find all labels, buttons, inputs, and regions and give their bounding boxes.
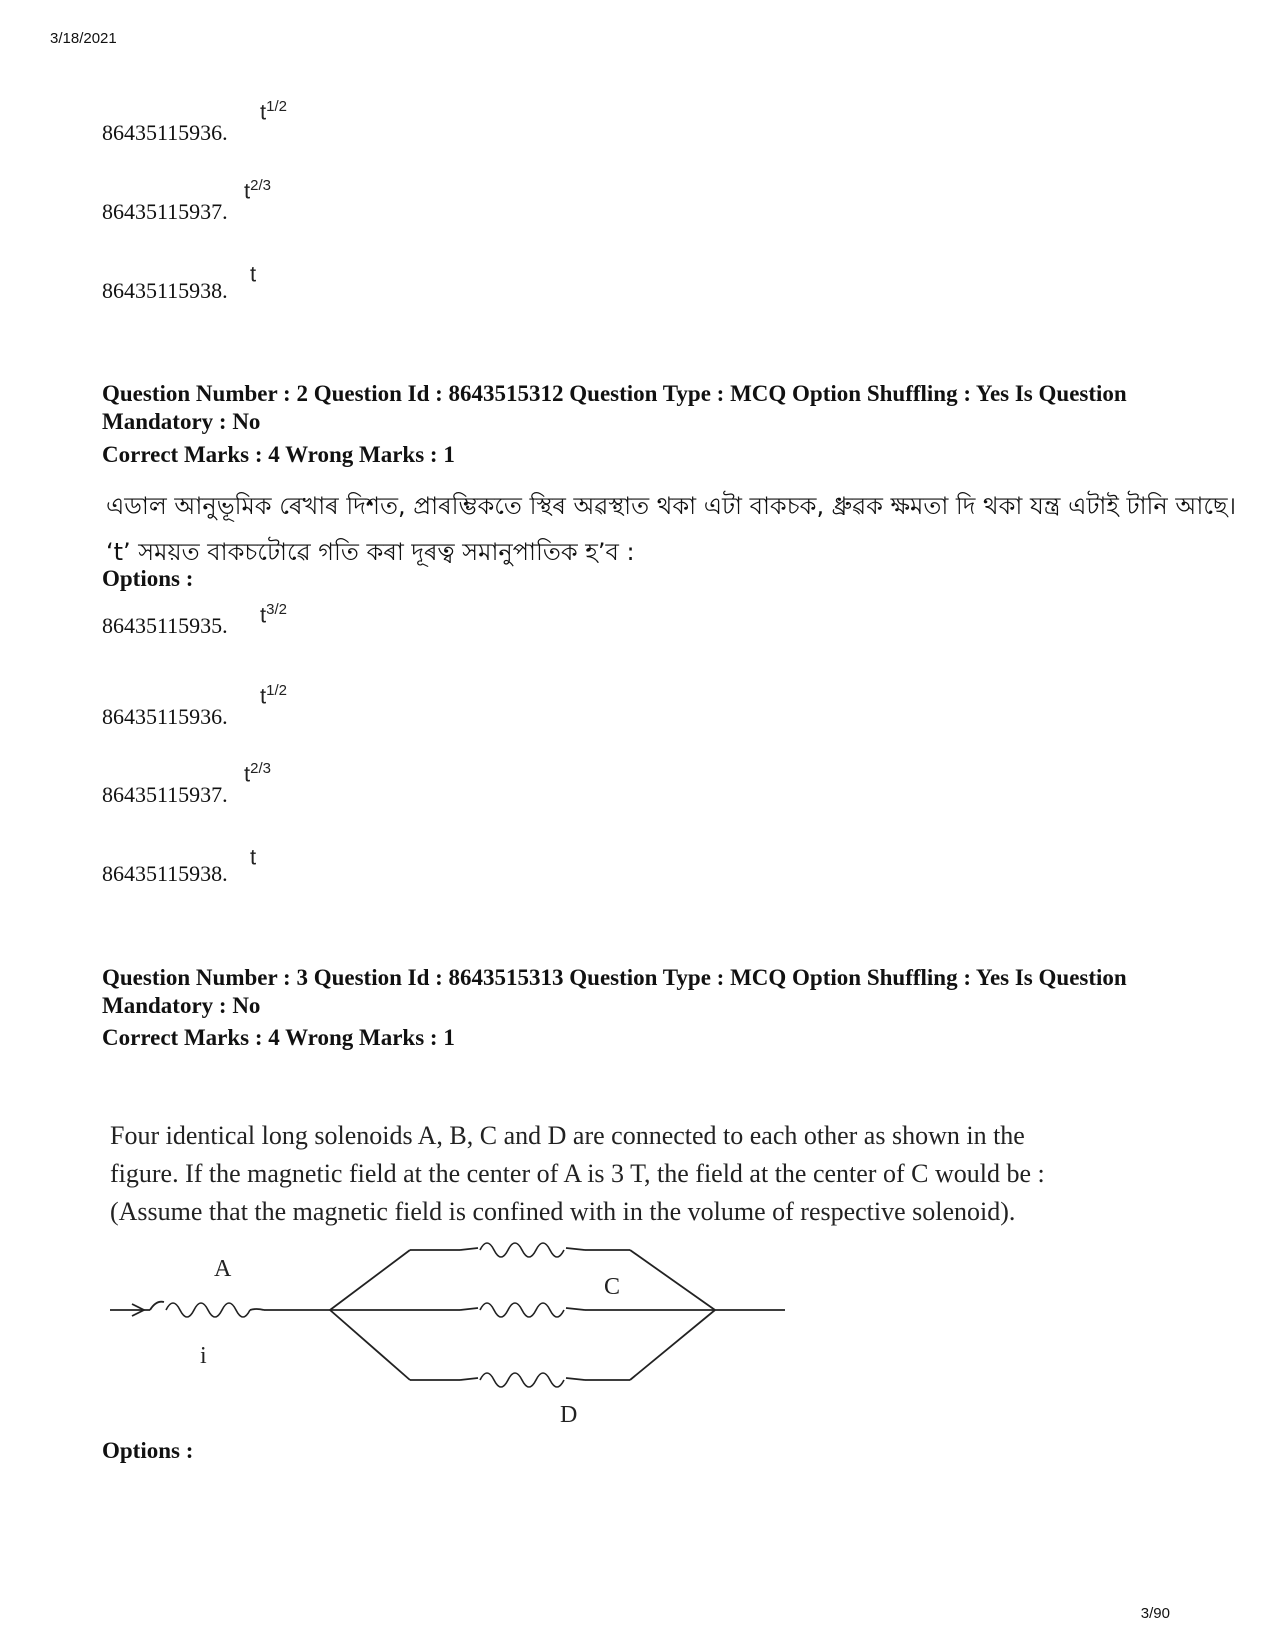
print-date: 3/18/2021 — [50, 30, 117, 47]
label-d: D — [560, 1402, 578, 1428]
q1-option-2 — [102, 177, 271, 225]
solenoid-a-lead-left — [150, 1302, 164, 1310]
option-value: $t^{3/2}$ — [260, 601, 287, 628]
q2-option-4 — [102, 844, 257, 887]
q2-meta: Question Number : 2 Question Id : 8643515312 Question Type : MCQ Option Shuffling : Yes Is Question Mandatory : No — [102, 381, 1127, 434]
solenoid-b-lead-right — [566, 1248, 585, 1250]
q2-question-line-1: এডাল আনুভূমিক ৰেখাৰ দিশত, প্ৰাৰম্ভিকতে স্থিৰ অৱস্থাত থকা এটা বাকচক, ধ্ৰুৱক ক্ষমতা দি থকা যন্ত্ৰ এটাই টানি আছে। — [106, 492, 1237, 520]
q3-question-text — [110, 1117, 1200, 1231]
option-id: 86435115937. — [102, 199, 228, 224]
label-c: C — [604, 1274, 621, 1300]
branch-bottom-right — [630, 1310, 715, 1380]
solenoid-d-lead-left — [460, 1378, 478, 1380]
solenoid-c — [480, 1303, 564, 1317]
q3-options-label: Options : — [102, 1438, 194, 1463]
option-id: 86435115937. — [102, 782, 228, 807]
q1-option-1 — [102, 98, 287, 146]
solenoid-a — [166, 1303, 250, 1317]
branch-top-right — [630, 1250, 715, 1310]
q2-option-2 — [102, 682, 287, 730]
q3-marks: Correct Marks : 4 Wrong Marks : 1 — [102, 1025, 455, 1050]
q3-question-line-3: (Assume that the magnetic field is confined with in the volume of respective solenoid). — [110, 1197, 1016, 1226]
q3-question-line-2: figure. If the magnetic field at the center of A is 3 T, the field at the center of C would be : — [110, 1159, 1045, 1188]
option-value: $t^{2/3}$ — [244, 760, 271, 787]
option-id: 86435115936. — [102, 120, 228, 145]
q2-option-3 — [102, 760, 271, 808]
solenoid-a-lead-right — [250, 1309, 264, 1310]
option-id: 86435115936. — [102, 704, 228, 729]
page-number: 3/90 — [1140, 1605, 1170, 1622]
branch-top-left — [330, 1250, 410, 1310]
solenoid-d-lead-right — [566, 1378, 585, 1380]
option-value: $t^{2/3}$ — [244, 177, 271, 204]
branch-bottom-left — [330, 1310, 410, 1380]
option-value: $t^{1/2}$ — [260, 98, 287, 125]
label-current-i: i — [200, 1343, 207, 1369]
solenoid-c-lead-left — [460, 1308, 478, 1310]
solenoid-d — [480, 1373, 564, 1387]
solenoid-circuit-figure — [110, 1240, 830, 1490]
q2-question-line-2: ‘t’ সময়ত বাকচটোৱে গতি কৰা দূৰত্ব সমানুপাতিক হ’ব : — [106, 538, 635, 566]
option-id: 86435115935. — [102, 613, 228, 638]
q2-marks: Correct Marks : 4 Wrong Marks : 1 — [102, 442, 455, 467]
option-value: $t^{1/2}$ — [260, 682, 287, 709]
solenoid-c-lead-right — [566, 1308, 585, 1310]
option-value: t — [250, 844, 257, 870]
q1-option-3 — [102, 261, 257, 304]
q3-question-line-1: Four identical long solenoids A, B, C and D are connected to each other as shown in the — [110, 1121, 1025, 1150]
solenoid-b-lead-left — [460, 1248, 478, 1250]
q2-options-label: Options : — [102, 566, 194, 591]
q3-meta: Question Number : 3 Question Id : 8643515313 Question Type : MCQ Option Shuffling : Yes Is Question Mandatory : No — [102, 965, 1127, 1018]
option-id: 86435115938. — [102, 278, 228, 303]
q2-option-1 — [102, 601, 287, 639]
label-a: A — [214, 1256, 232, 1282]
option-id: 86435115938. — [102, 861, 228, 886]
option-value: t — [250, 261, 257, 287]
solenoid-b — [480, 1243, 564, 1257]
